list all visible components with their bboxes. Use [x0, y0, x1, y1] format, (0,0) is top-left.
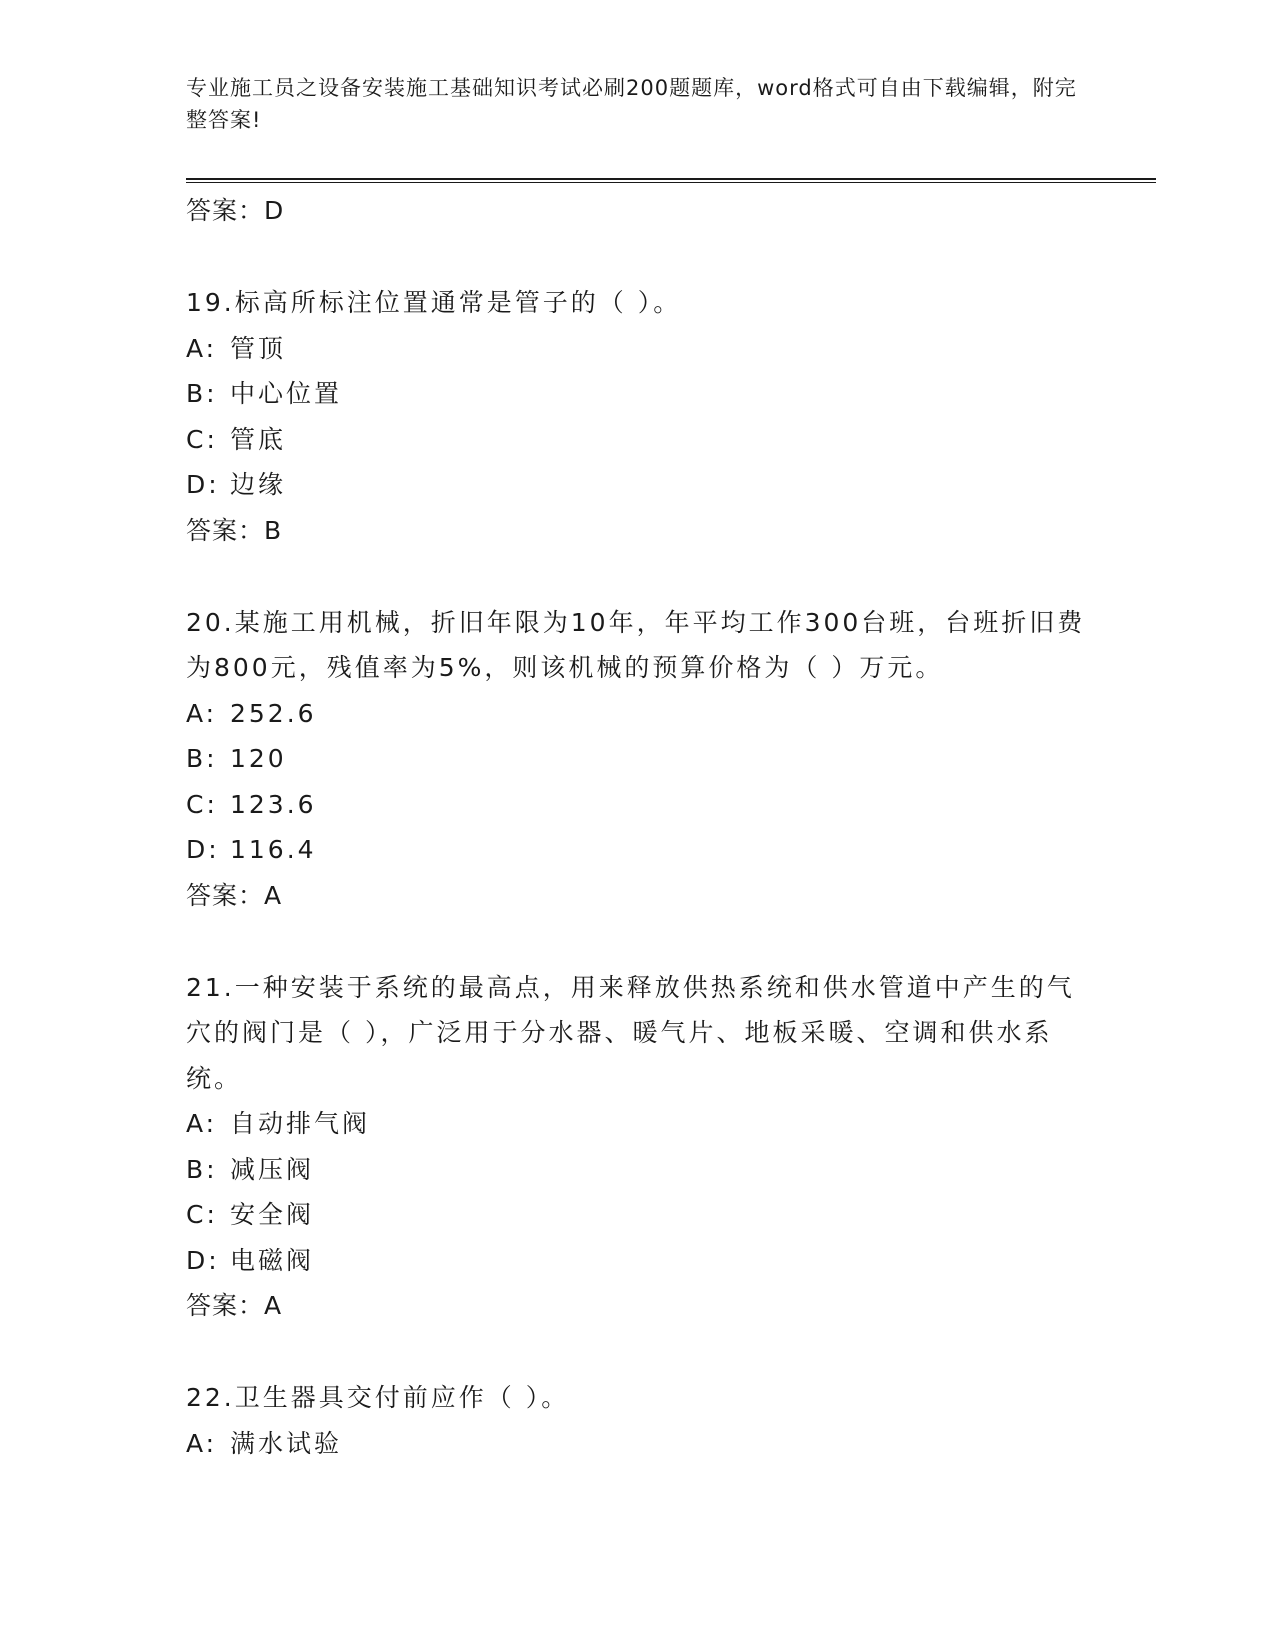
option-text: 自动排气阀 — [230, 1109, 371, 1138]
option-text: 安全阀 — [230, 1200, 315, 1229]
question-text: 19.标高所标注位置通常是管子的（ ）。 — [186, 288, 682, 317]
answer-line — [186, 873, 1086, 919]
option-text: 中心位置 — [230, 379, 343, 408]
option-item — [186, 371, 1086, 417]
option-text: 252.6 — [230, 698, 317, 728]
option-letter: C: — [186, 789, 218, 819]
option-letter: D: — [186, 470, 220, 499]
question-text: 22.卫生器具交付前应作（ ）。 — [186, 1383, 570, 1412]
option-letter: B: — [186, 1154, 218, 1184]
option-letter: A: — [186, 333, 218, 363]
option-letter: B: — [186, 379, 218, 408]
option-letter: C: — [186, 1200, 218, 1229]
option-letter: C: — [186, 424, 218, 454]
answer-label: 答案： — [186, 880, 265, 910]
option-text: 120 — [230, 744, 287, 773]
option-text: 满水试验 — [230, 1428, 343, 1458]
answer-label: 答案： — [186, 1291, 265, 1320]
option-text: 管顶 — [230, 333, 287, 363]
header-divider — [186, 178, 1156, 183]
answer-value: D — [264, 196, 285, 225]
option-item — [186, 1238, 1086, 1284]
option-item — [186, 1101, 1086, 1147]
option-item — [186, 1421, 1086, 1467]
option-letter: A: — [186, 1109, 218, 1138]
option-letter: D: — [186, 835, 220, 864]
question-text: 20.某施工用机械，折旧年限为10年，年平均工作300台班，台班折旧费为800元，残值率为5%，则该机械的预算价格为（ ）万元。 — [186, 607, 1086, 682]
option-text: 管底 — [230, 424, 287, 454]
option-item — [186, 736, 1086, 782]
answer-line — [186, 1283, 1086, 1329]
option-item — [186, 1192, 1086, 1238]
option-item — [186, 782, 1086, 828]
option-item — [186, 1147, 1086, 1193]
option-item — [186, 462, 1086, 508]
option-item — [186, 827, 1086, 873]
document-page — [186, 0, 1156, 1650]
option-item — [186, 417, 1086, 463]
option-letter: A: — [186, 1428, 218, 1458]
answer-value: A — [264, 1291, 283, 1320]
option-letter: D: — [186, 1245, 220, 1275]
document-header: 专业施工员之设备安装施工基础知识考试必刷200题题库，word格式可自由下载编辑，附完整答案! — [186, 76, 1077, 132]
option-item — [186, 326, 1086, 372]
answer-line — [186, 188, 1086, 234]
option-text: 边缘 — [230, 470, 287, 499]
option-text: 116.4 — [230, 835, 317, 864]
answer-value: A — [264, 880, 283, 910]
option-text: 电磁阀 — [230, 1245, 315, 1275]
answer-line — [186, 508, 1086, 554]
answer-value: B — [264, 515, 283, 545]
option-text: 123.6 — [230, 789, 317, 819]
answer-label: 答案： — [186, 196, 265, 225]
option-letter: A: — [186, 698, 218, 728]
option-item — [186, 691, 1086, 737]
question-list — [186, 188, 1086, 1466]
answer-label: 答案： — [186, 515, 265, 545]
option-text: 减压阀 — [230, 1154, 315, 1184]
question-text: 21.一种安装于系统的最高点，用来释放供热系统和供水管道中产生的气穴的阀门是（ ），广泛用于分水器、暖气片、地板采暖、空调和供水系统。 — [186, 972, 1075, 1093]
option-letter: B: — [186, 744, 218, 773]
